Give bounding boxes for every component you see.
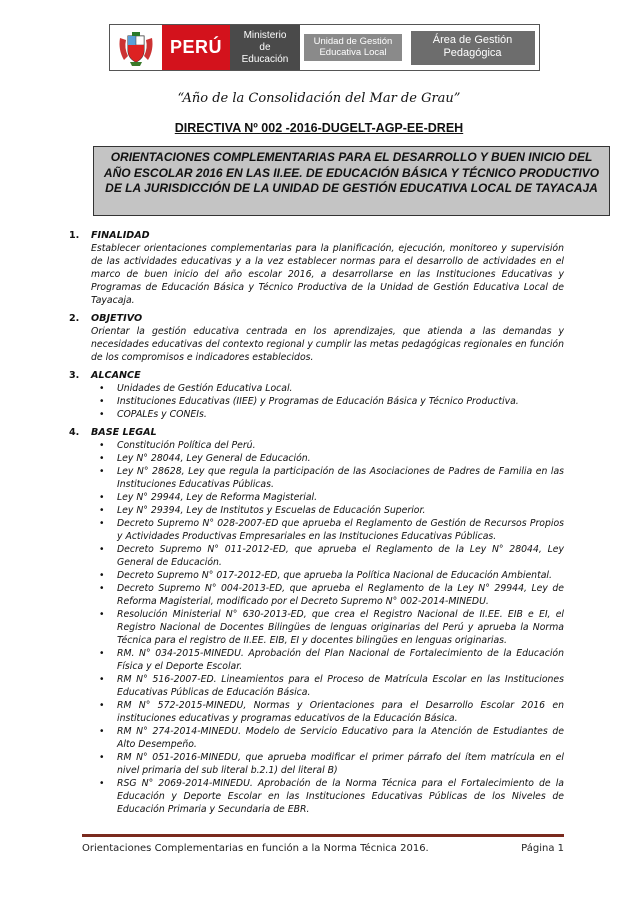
list-item: • RSG N° 2069-2014-MINEDU. Aprobación de la Norma Técnica para el Fortalecimiento de la Educación y Deporte Escolar en las Instituciones Educativas Públicas de los Niveles de Educación Primaria y Secundaria de EBR. [91, 777, 564, 816]
list-item: • Decreto Supremo N° 011-2012-ED, que aprueba el Reglamento de la Ley N° 28044, Ley General de Educación. [91, 543, 564, 569]
list-item: • RM N° 572-2015-MINEDU, Normas y Orientaciones para el Desarrollo Escolar 2016 en instituciones educativas y programas educativos de la Educación Básica. [91, 699, 564, 725]
section-heading: BASE LEGAL [91, 427, 157, 438]
unit-line-1: Unidad de Gestión [313, 36, 393, 47]
footer-title: Orientaciones Complementarias en función a la Norma Técnica 2016. [82, 843, 429, 854]
page-number: Página 1 [521, 843, 564, 854]
list-item: • Decreto Supremo N° 017-2012-ED, que aprueba la Política Nacional de Educación Ambiental. [91, 569, 564, 582]
list-item: • RM. N° 034-2015-MINEDU. Aprobación del Plan Nacional de Fortalecimiento de la Educación Física y el Deporte Escolar. [91, 647, 564, 673]
directive-text: DIRECTIVA Nº 002 -2016-DUGELT-AGP-EE-DREH [174, 121, 464, 135]
list-item: • RM N° 051-2016-MINEDU, que aprueba modificar el primer párrafo del ítem matrícula en el nivel primaria del sub literal b.2.1) del literal B) [91, 751, 564, 777]
ministry-line-2: de [259, 41, 271, 53]
section-finalidad [69, 229, 564, 307]
list-item: • Ley N° 29944, Ley de Reforma Magisterial. [91, 491, 564, 504]
coat-of-arms-icon [110, 25, 162, 70]
area-line-1: Área de Gestión [432, 33, 513, 46]
unit-line-2: Educativa Local [319, 47, 387, 58]
document-title: ORIENTACIONES COMPLEMENTARIAS PARA EL DESARROLLO Y BUEN INICIO DEL AÑO ESCOLAR 2016 EN LAS II.EE. DE EDUCACIÓN BÁSICA Y TÉCNICO PRODUCTIVO DE LA JURISDICCIÓN DE LA UNIDAD DE GESTIÓN EDUCATIVA LOCAL DE TAYACAJA [103, 150, 600, 195]
list-item: • COPALEs y CONEIs. [91, 408, 564, 421]
area-label [406, 25, 539, 70]
peru-label: PERÚ [162, 25, 230, 70]
list-item: • Decreto Supremo N° 028-2007-ED que aprueba el Reglamento de Gestión de Recursos Propios y Actividades Productivas Empresariales en las Instituciones Educativas Públicas. [91, 517, 564, 543]
list-item: • RM N° 516-2007-ED. Lineamientos para el Proceso de Matrícula Escolar en las Instituciones Educativas Públicas de Educación Básica. [91, 673, 564, 699]
footer-rule [82, 834, 564, 837]
unit-label [300, 25, 406, 70]
list-item: • Ley N° 28044, Ley General de Educación. [91, 452, 564, 465]
list-item: • Unidades de Gestión Educativa Local. [91, 382, 564, 395]
section-text: Orientar la gestión educativa centrada en los aprendizajes, que atienda a las demandas y necesidades educativas del contexto regional y cumplir las metas pedagógicas regionales en función de los compromisos e indicadores establecidos. [91, 326, 564, 363]
list-item: • Constitución Política del Perú. [91, 439, 564, 452]
section-number: 3. [69, 370, 80, 381]
ministry-label [230, 25, 300, 70]
section-heading: FINALIDAD [91, 230, 150, 241]
section-number: 4. [69, 427, 80, 438]
ministry-line-1: Ministerio [243, 29, 287, 41]
section-text: Establecer orientaciones complementarias para la planificación, ejecución, monitoreo y supervisión de las actividades educativas y a la vez establecer normas para el desarrollo de actividades en el marco de buen inicio del año escolar 2016, a desarrollarse en las Instituciones Educativas y Programas de Educación Básica y Técnico Productiva de la Unidad de Gestión Educativa Local de Tayacaja. [91, 243, 564, 306]
document-body [69, 229, 564, 821]
header-banner [109, 24, 540, 71]
year-motto: “Año de la Consolidación del Mar de Grau” [177, 91, 461, 106]
page-footer [82, 843, 564, 854]
section-heading: ALCANCE [91, 370, 141, 381]
title-box [93, 146, 610, 216]
base-legal-list [91, 439, 564, 816]
directive-number [0, 121, 638, 135]
section-objetivo [69, 312, 564, 364]
section-heading: OBJETIVO [91, 313, 143, 324]
section-number: 1. [69, 230, 80, 241]
alcance-list [91, 382, 564, 421]
list-item: • Ley N° 29394, Ley de Institutos y Escuelas de Educación Superior. [91, 504, 564, 517]
list-item: • Decreto Supremo N° 004-2013-ED, que aprueba el Reglamento de la Ley N° 29944, Ley de Reforma Magisterial, modificado por el Decreto Supremo N° 002-2014-MINEDU. [91, 582, 564, 608]
section-number: 2. [69, 313, 80, 324]
area-line-2: Pedagógica [443, 46, 502, 59]
list-item: • Ley N° 28628, Ley que regula la participación de las Asociaciones de Padres de Familia en las Instituciones Educativas Públicas. [91, 465, 564, 491]
list-item: • RM N° 274-2014-MINEDU. Modelo de Servicio Educativo para la Atención de Estudiantes de Alto Desempeño. [91, 725, 564, 751]
section-alcance [69, 369, 564, 421]
ministry-line-3: Educación [241, 53, 289, 65]
list-item: • Resolución Ministerial N° 630-2013-ED, que crea el Registro Nacional de II.EE. EIB e EI, el Registro Nacional de Docentes Bilingües de lenguas originarias del Perú y aprueba la Norma Técnica para el registro de II.EE. EIB, EI y docentes bilingües en lenguas originarias. [91, 608, 564, 647]
list-item: • Instituciones Educativas (IIEE) y Programas de Educación Básica y Técnico Productiva. [91, 395, 564, 408]
section-base-legal [69, 426, 564, 816]
